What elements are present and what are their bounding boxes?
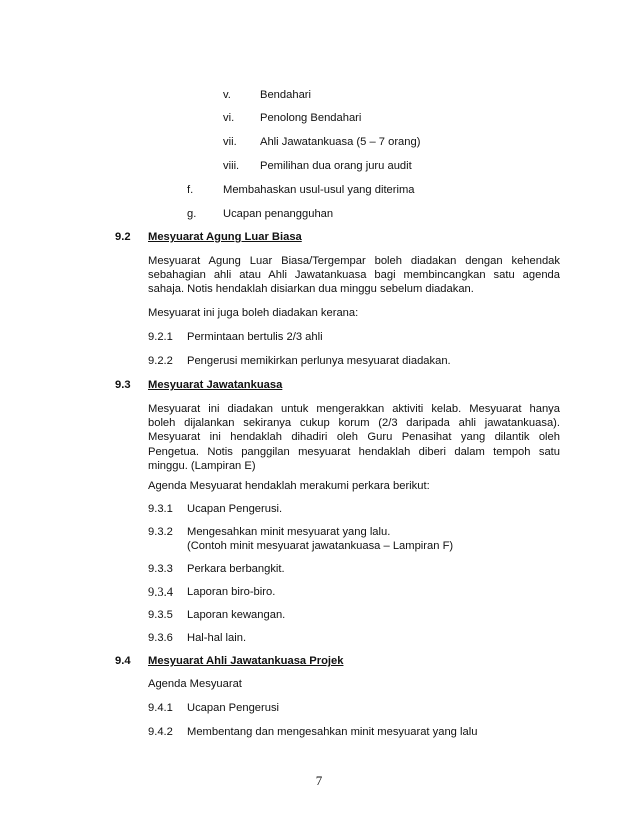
item-number: 9.3.6 <box>148 632 173 644</box>
item-text: Ucapan Pengerusi <box>187 702 280 714</box>
section-paragraph <box>148 402 560 473</box>
item-number: 9.4.1 <box>148 702 173 714</box>
list-text: Ahli Jawatankuasa (5 – 7 orang) <box>260 136 421 148</box>
item-text: Pengerusi memikirkan perlunya mesyuarat diadakan. <box>187 355 451 367</box>
list-text: Bendahari <box>260 89 312 101</box>
paragraph-line: minggu. (Lampiran E) <box>148 459 256 472</box>
agenda-letter: g. <box>187 208 197 220</box>
section-intro: Agenda Mesyuarat hendaklah merakumi perkara berikut: <box>148 480 430 492</box>
item-number: 9.3.1 <box>148 503 173 515</box>
item-number: 9.3.4 <box>148 585 173 599</box>
item-text: Laporan kewangan. <box>187 609 286 621</box>
paragraph-line: boleh dijalankan sekiranya cukup korum (2/3 daripada ahli jawatankuasa). <box>148 417 560 430</box>
section-title: Mesyuarat Agung Luar Biasa <box>148 231 302 243</box>
paragraph-line: Mesyuarat Agung Luar Biasa/Tergempar boleh diadakan dengan kehendak <box>148 255 560 267</box>
item-text: Membentang dan mengesahkan minit mesyuarat yang lalu <box>187 726 478 738</box>
agenda-text: Membahaskan usul-usul yang diterima <box>223 184 415 196</box>
section-title: Mesyuarat Ahli Jawatankuasa Projek <box>148 655 344 667</box>
section-number: 9.4 <box>115 655 131 667</box>
item-subtext: (Contoh minit mesyuarat jawatankuasa – Lampiran F) <box>187 540 454 552</box>
paragraph-line: sebahagian ahli atau Ahli Jawatankuasa bagi membincangkan satu agenda <box>148 269 560 282</box>
section-intro: Mesyuarat ini juga boleh diadakan kerana: <box>148 307 359 319</box>
item-number: 9.2.1 <box>148 331 173 343</box>
list-number: vii. <box>223 136 237 148</box>
item-text: Permintaan bertulis 2/3 ahli <box>187 331 323 343</box>
item-text: Laporan biro-biro. <box>187 586 276 598</box>
section-number: 9.3 <box>115 379 131 391</box>
section-number: 9.2 <box>115 231 131 243</box>
paragraph-line: Pengetua. Notis panggilan mesyuarat hendaklah diberi dalam tempoh satu <box>148 445 560 458</box>
paragraph-line: Mesyuarat ini hendaklah dihadiri oleh Guru Penasihat yang dilantik oleh <box>148 431 560 444</box>
list-number: v. <box>223 89 231 101</box>
item-number: 9.3.2 <box>148 526 173 538</box>
page-number: 7 <box>315 773 323 788</box>
item-number: 9.3.5 <box>148 609 173 621</box>
list-number: vi. <box>223 112 235 124</box>
item-text: Mengesahkan minit mesyuarat yang lalu. <box>187 526 391 538</box>
agenda-text: Ucapan penangguhan <box>223 208 334 220</box>
list-number: viii. <box>223 160 240 172</box>
agenda-letter: f. <box>187 184 194 196</box>
item-text: Ucapan Pengerusi. <box>187 503 283 515</box>
list-text: Penolong Bendahari <box>260 112 362 124</box>
item-number: 9.3.3 <box>148 563 173 575</box>
item-text: Hal-hal lain. <box>187 632 247 644</box>
section-paragraph <box>148 254 560 297</box>
item-number: 9.2.2 <box>148 355 173 367</box>
list-text: Pemilihan dua orang juru audit <box>260 160 412 172</box>
paragraph-line: sahaja. Notis hendaklah disiarkan dua minggu sebelum diadakan. <box>148 283 474 296</box>
section-intro: Agenda Mesyuarat <box>148 678 242 690</box>
paragraph-line: Mesyuarat ini diadakan untuk mengerakkan aktiviti kelab. Mesyuarat hanya <box>148 403 560 415</box>
section-title: Mesyuarat Jawatankuasa <box>148 379 283 391</box>
item-number: 9.4.2 <box>148 726 173 738</box>
item-text: Perkara berbangkit. <box>187 563 285 575</box>
